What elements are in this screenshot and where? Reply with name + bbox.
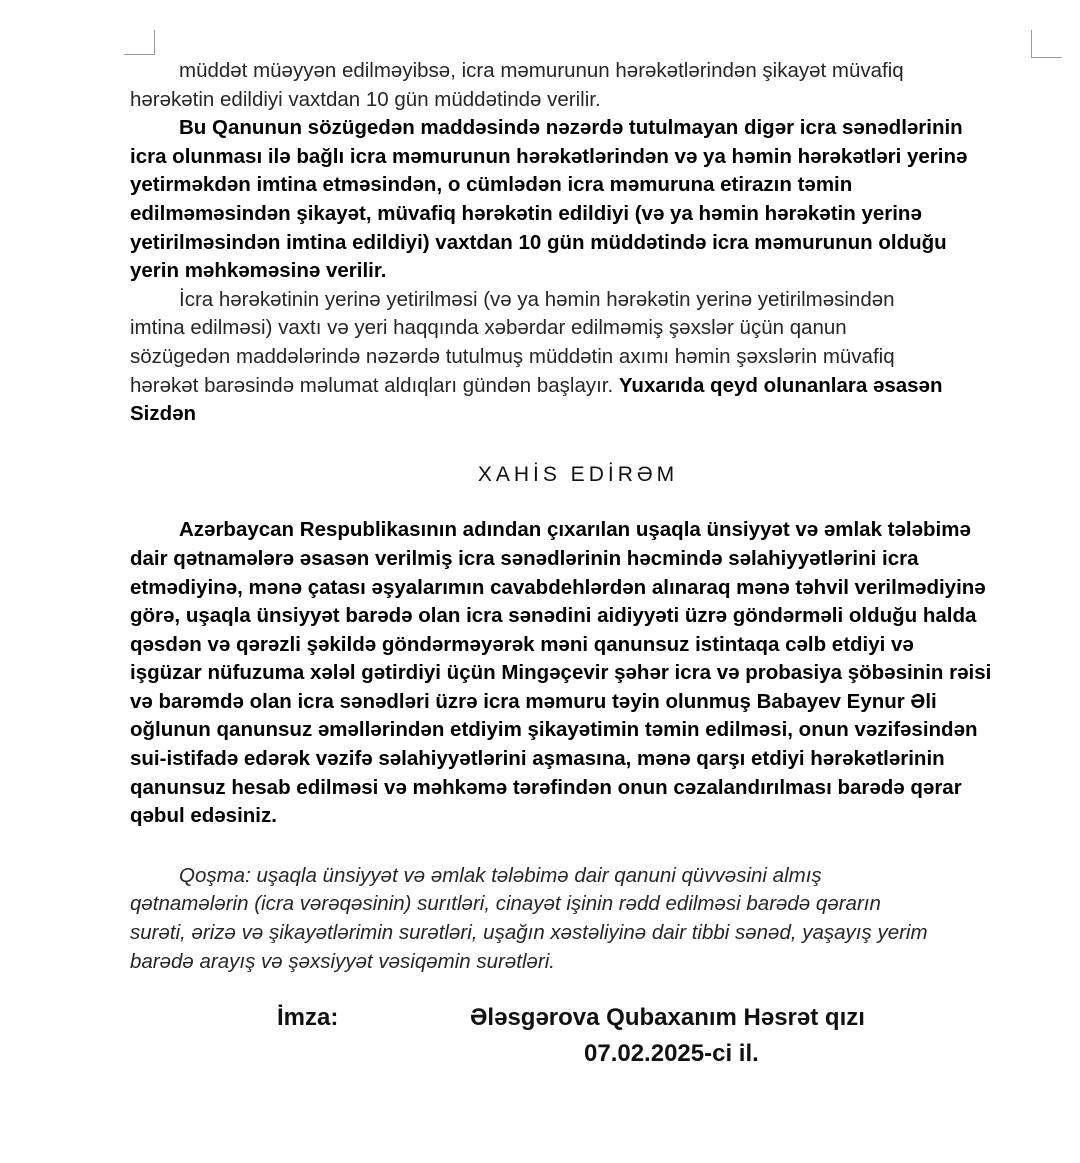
text-line-bold: Sizdən — [130, 402, 197, 426]
document-page — [130, 57, 1026, 976]
paragraph-other-documents — [130, 114, 1026, 286]
signature-label: İmza: — [277, 1004, 339, 1031]
page-corner-mark-right — [1031, 30, 1062, 58]
text-line: yetirməkdən imtina etməsindən, o cümlədən icra məmuruna etirazın təmin — [130, 173, 853, 197]
text-line: sözügedən maddələrində nəzərdə tutulmuş müddətin axımı həmin şəxslərin müvafiq — [130, 344, 895, 368]
paragraph-notification — [130, 286, 1026, 429]
text-line: imtina edilməsi) vaxtı və yeri haqqında xəbərdar edilməmiş şəxslər üçün qanun — [130, 316, 847, 340]
text-line: görə, uşaqla ünsiyyət barədə olan icra sənədini aidiyyəti üzrə göndərməli olduğu halda — [130, 604, 977, 628]
text-line: edilməməsindən şikayət, müvafiq hərəkətin edildiyi (və ya həmin hərəkətin yerinə — [130, 201, 922, 225]
text-line: müddət müəyyən edilməyibsə, icra məmurunun hərəkətlərindən şikayət müvafiq — [179, 59, 904, 82]
request-heading: XAHİS EDİRƏM — [477, 462, 679, 486]
text-line: oğlunun qanunsuz əməllərindən etdiyim şikayətimin təmin edilməsi, onun vəzifəsindən — [130, 718, 978, 742]
text-line: işgüzar nüfuzuma xələl gətirdiyi üçün Mingəçevir şəhər icra və probasiya şöbəsinin rəisi — [130, 661, 992, 685]
text-line: Azərbaycan Respublikasının adından çıxarılan uşaqla ünsiyyət və əmlak tələbimə — [179, 518, 971, 542]
text-line: yerin məhkəməsinə verilir. — [130, 259, 387, 283]
text-line: qanunsuz hesab edilməsi və məhkəmə tərəfindən onun cəzalandırılması barədə qərar — [130, 775, 962, 799]
text-line: İcra hərəkətinin yerinə yetirilməsi (və ya həmin hərəkətin yerinə yetirilməsindən — [179, 287, 895, 311]
page-corner-mark-left — [124, 30, 155, 55]
text-line: dair qətnamələrə əsasən verilmiş icra sənədlərinin həcmində səlahiyyətlərini icra — [130, 546, 919, 570]
paragraph-attachments — [130, 862, 1026, 976]
text-line: hərəkət barəsində məlumat aldıqları gündən başlayır. — [130, 373, 614, 397]
text-line: qəsdən və qərəzli şəkildə göndərməyərək məni qanunsuz istintaqa cəlb etdiyi və — [130, 632, 914, 656]
text-line: icra olunması ilə bağlı icra məmurunun hərəkətlərindən və ya həmin hərəkətləri yerinə — [130, 144, 968, 168]
text-line: qətnamələrin (icra vərəqəsinin) surıtləri, cinayət işinin rədd edilməsi barədə qərarın — [130, 892, 881, 916]
paragraph-request — [130, 516, 1026, 831]
text-line: hərəkətin edildiyi vaxtdan 10 gün müddətində verilir. — [130, 87, 601, 111]
text-line: barədə arayış və şəxsiyyət vəsiqəmin surətləri. — [130, 949, 555, 973]
text-line: sui-istifadə edərək vəzifə səlahiyyətlərini aşmasına, mənə qarşı etdiyi hərəkətlərinin — [130, 747, 945, 771]
text-line: Bu Qanunun sözügedən maddəsində nəzərdə tutulmayan digər icra sənədlərinin — [179, 116, 963, 140]
text-line: və barəmdə olan icra sənədləri üzrə icra məmuru təyin olunmuş Babayev Eynur Əli — [130, 689, 937, 713]
text-line-bold: Yuxarıda qeyd olunanlara əsasən — [618, 373, 943, 397]
text-line: etmədiyinə, mənə çatası əşyalarımın cavabdehlərdən alınaraq mənə təhvil verilmədiyinə — [130, 575, 986, 599]
text-line: surəti, ərizə və şikayətlərimin surətləri, uşağın xəstəliyinə dair tibbi sənəd, yaşayış yerim — [130, 921, 928, 945]
text-line: yetirilməsindən imtina edildiyi) vaxtdan 10 gün müddətində icra məmurunun olduğu — [130, 230, 947, 254]
paragraph-deadline — [130, 57, 1026, 114]
signature-name: Ələsgərova Qubaxanım Həsrət qızı — [470, 1004, 865, 1031]
text-line: qəbul edəsiniz. — [130, 804, 277, 828]
signature-date: 07.02.2025-ci il. — [584, 1040, 759, 1067]
text-line: Qoşma: uşaqla ünsiyyət və əmlak tələbimə dair qanuni qüvvəsini almış — [179, 863, 822, 887]
